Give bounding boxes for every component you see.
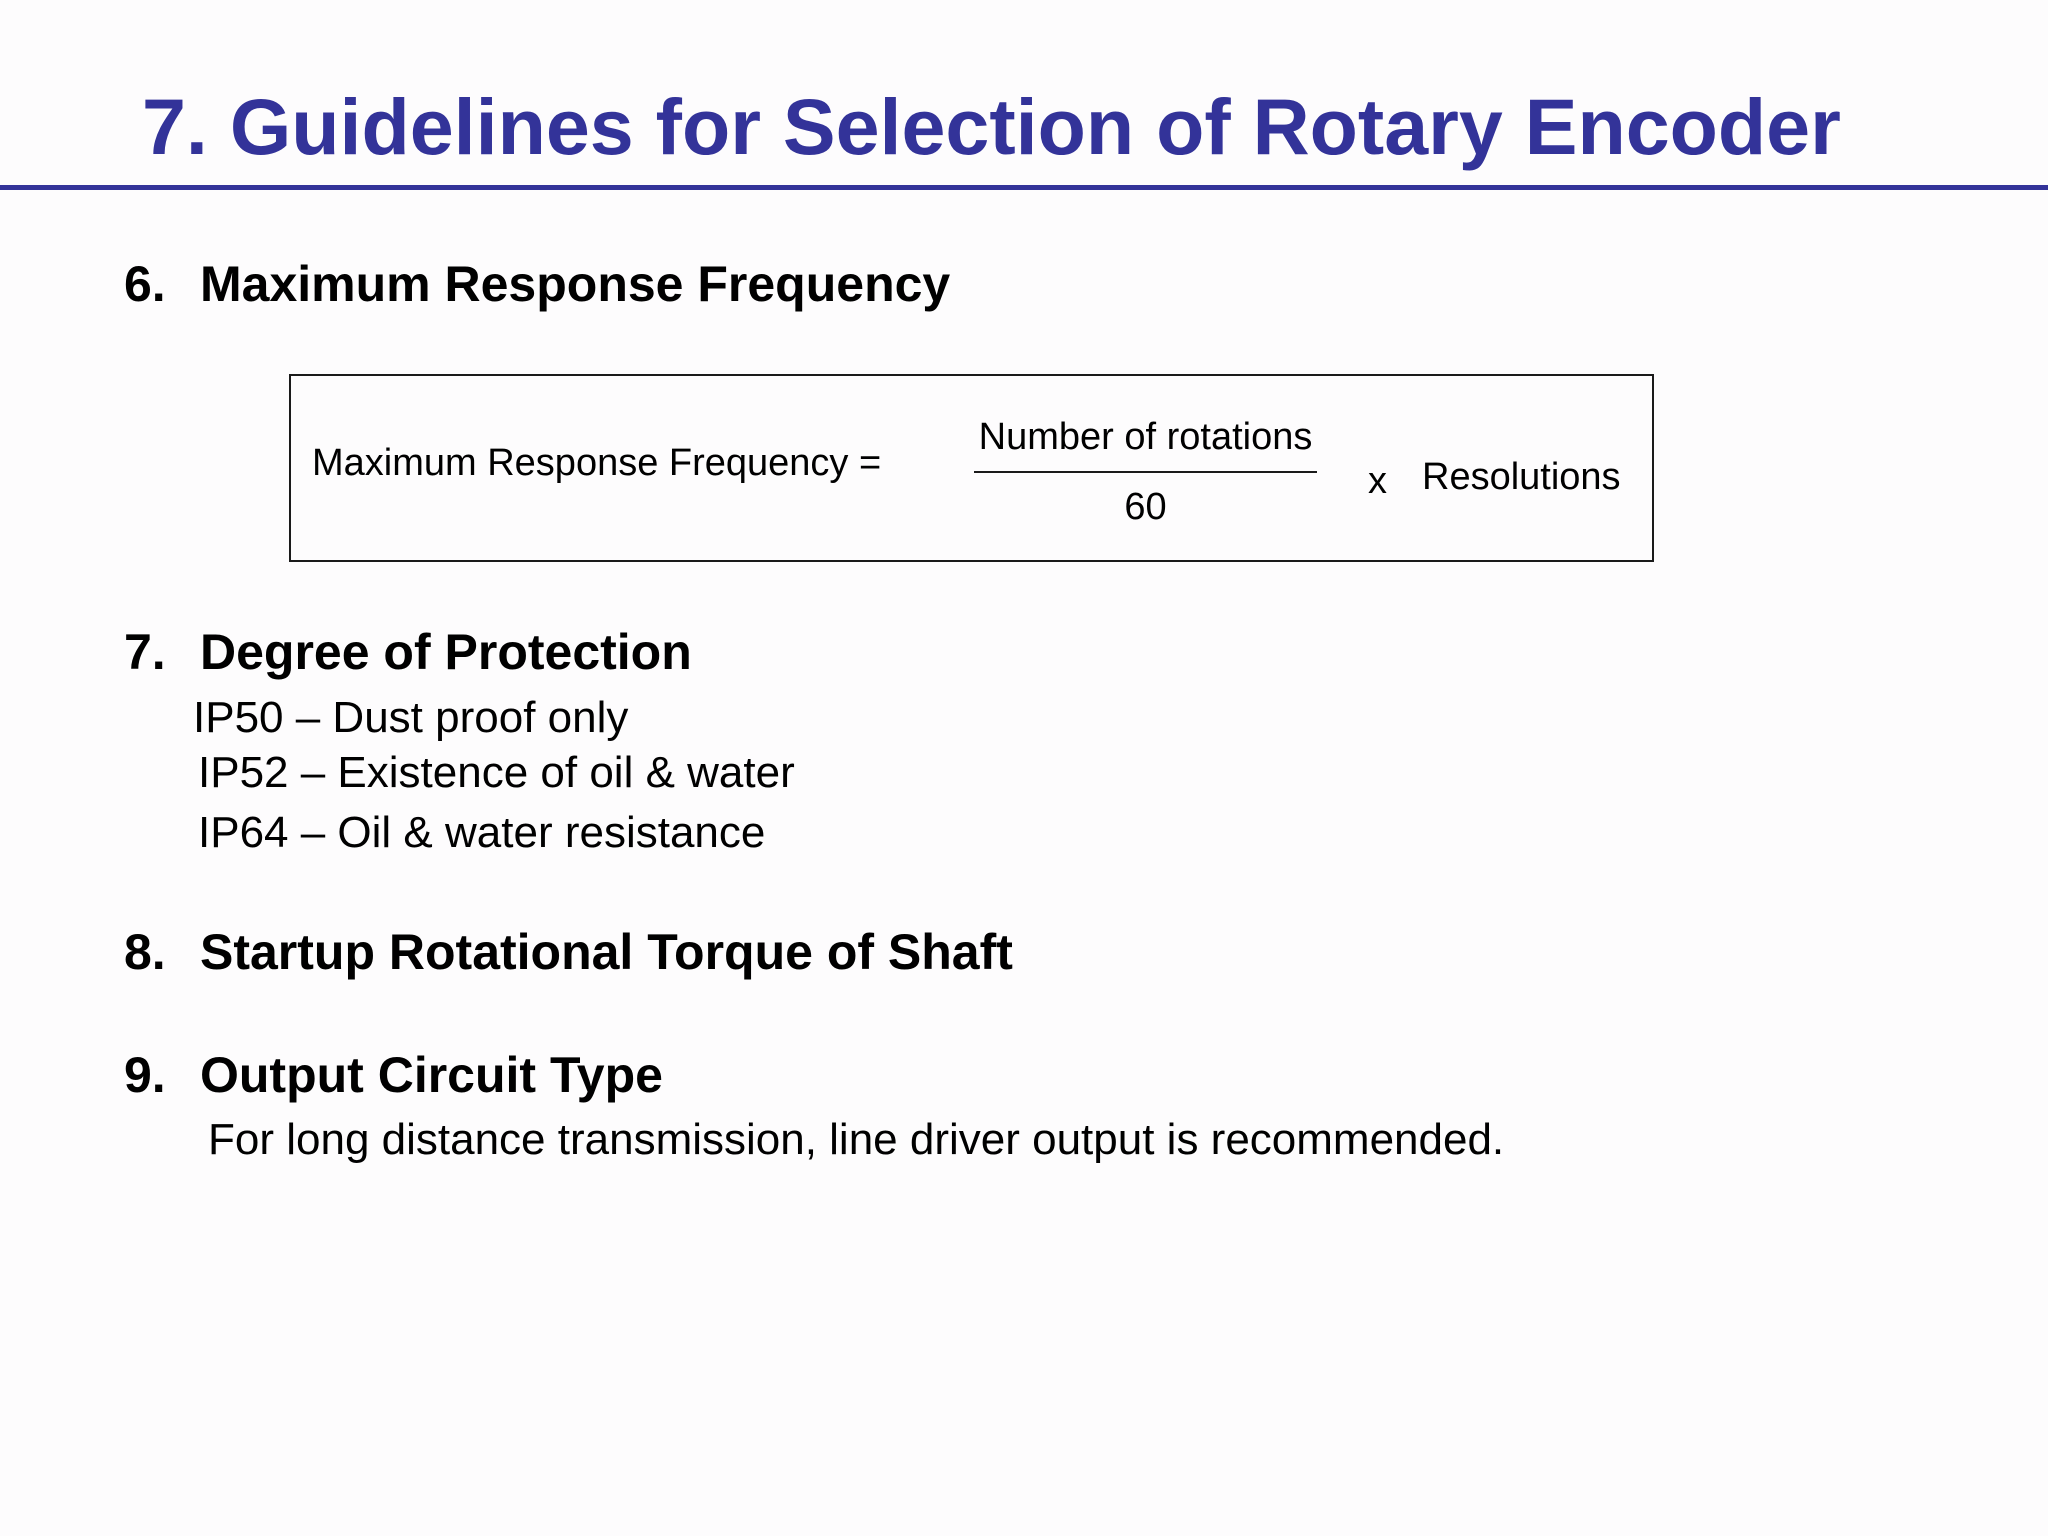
section-7-number: 7. xyxy=(124,624,166,680)
protection-ip64: IP64 – Oil & water resistance xyxy=(198,808,766,857)
section-9-title: Output Circuit Type xyxy=(200,1047,663,1103)
section-8-number: 8. xyxy=(124,924,166,980)
section-7-title: Degree of Protection xyxy=(200,624,692,680)
formula-box xyxy=(289,374,1654,562)
formula-operator: x xyxy=(1368,460,1387,502)
section-9-heading xyxy=(124,1047,663,1105)
formula-lhs: Maximum Response Frequency = xyxy=(312,442,882,484)
section-6-title: Maximum Response Frequency xyxy=(200,256,951,312)
fraction-bar xyxy=(974,471,1317,473)
protection-ip52: IP52 – Existence of oil & water xyxy=(198,748,795,797)
formula-denominator: 60 xyxy=(1124,486,1167,528)
section-6-heading xyxy=(124,256,950,314)
section-9-number: 9. xyxy=(124,1047,166,1103)
section-8-heading xyxy=(124,924,1013,982)
slide-title: 7. Guidelines for Selection of Rotary Encoder xyxy=(142,82,1841,171)
output-circuit-note: For long distance transmission, line driver output is recommended. xyxy=(208,1115,1505,1164)
protection-ip50: IP50 – Dust proof only xyxy=(193,693,629,742)
formula-rhs: Resolutions xyxy=(1422,456,1621,498)
section-6-number: 6. xyxy=(124,256,166,312)
title-divider xyxy=(0,185,2048,190)
section-7-heading xyxy=(124,624,692,682)
formula-numerator: Number of rotations xyxy=(978,416,1313,458)
section-8-title: Startup Rotational Torque of Shaft xyxy=(200,924,1013,980)
